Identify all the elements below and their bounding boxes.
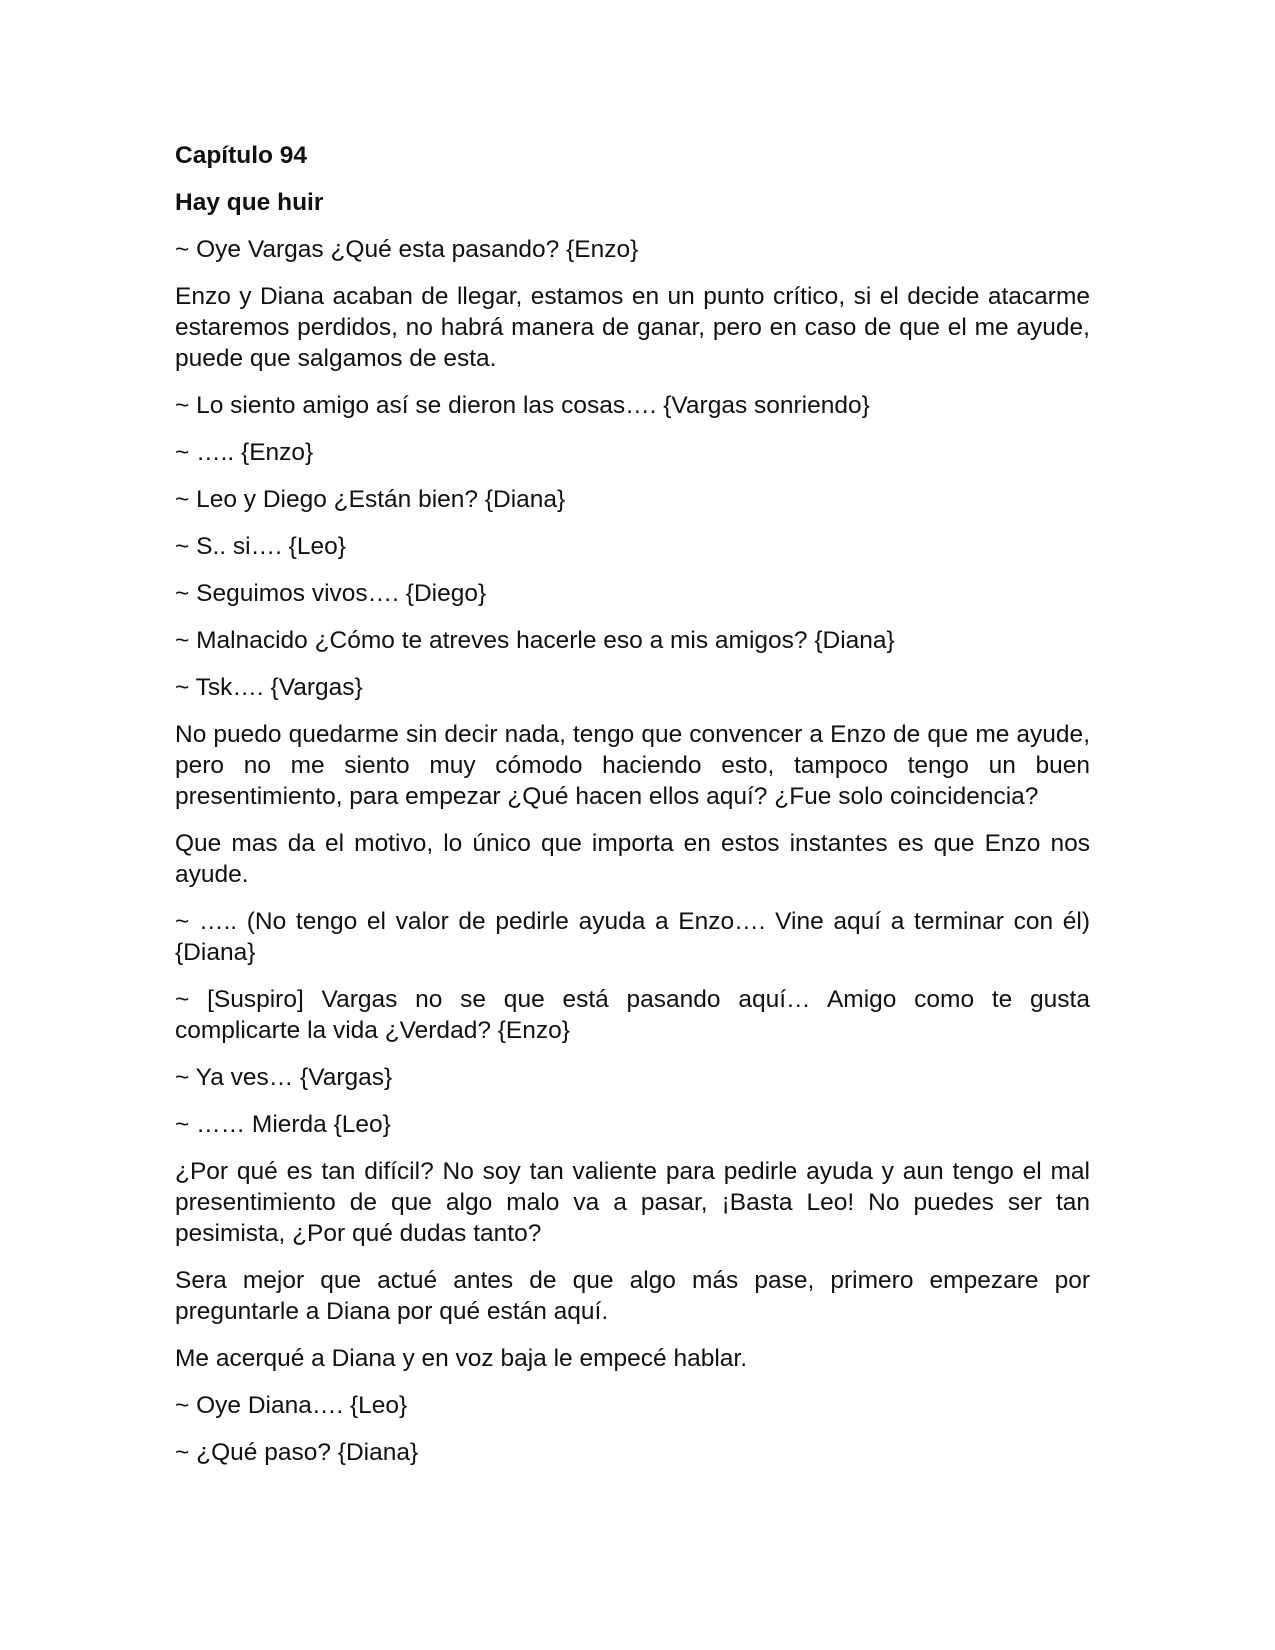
paragraph: ~ Lo siento amigo así se dieron las cosas…. {Vargas sonriendo} <box>175 392 870 419</box>
paragraph: ~ Oye Vargas ¿Qué esta pasando? {Enzo} <box>175 236 639 263</box>
paragraph: Sera mejor que actué antes de que algo más pase, primero empezare por preguntarle a Diana por qué están aquí. <box>175 1267 1090 1325</box>
paragraph: ~ Oye Diana…. {Leo} <box>175 1392 408 1419</box>
paragraph: ~ ….. {Enzo} <box>175 439 314 466</box>
paragraph: Enzo y Diana acaban de llegar, estamos en un punto crítico, si el decide atacarme estaremos perdidos, no habrá manera de ganar, pero en caso de que el me ayude, puede que salgamos de esta. <box>175 283 1090 372</box>
document-page <box>175 140 1090 1484</box>
paragraph: ~ ¿Qué paso? {Diana} <box>175 1439 419 1466</box>
chapter-number: Capítulo 94 <box>175 142 308 169</box>
paragraph: ~ Leo y Diego ¿Están bien? {Diana} <box>175 486 566 513</box>
paragraph: ~ ….. (No tengo el valor de pedirle ayuda a Enzo…. Vine aquí a terminar con él) {Diana} <box>175 908 1090 966</box>
paragraph: ~ Tsk…. {Vargas} <box>175 674 363 701</box>
paragraph: ~ [Suspiro] Vargas no se que está pasando aquí… Amigo como te gusta complicarte la vida ¿Verdad? {Enzo} <box>175 986 1090 1044</box>
paragraph: ~ …… Mierda {Leo} <box>175 1111 391 1138</box>
paragraph: ~ Malnacido ¿Cómo te atreves hacerle eso a mis amigos? {Diana} <box>175 627 895 654</box>
paragraph: ~ Seguimos vivos…. {Diego} <box>175 580 487 607</box>
paragraph: Me acerqué a Diana y en voz baja le empecé hablar. <box>175 1345 748 1372</box>
paragraph: No puedo quedarme sin decir nada, tengo que convencer a Enzo de que me ayude, pero no me siento muy cómodo haciendo esto, tampoco tengo un buen presentimiento, para empezar ¿Qué hacen ellos aquí? ¿Fue solo coincidencia? <box>175 721 1090 810</box>
paragraph: ¿Por qué es tan difícil? No soy tan valiente para pedirle ayuda y aun tengo el mal presentimiento de que algo malo va a pasar, ¡Basta Leo! No puedes ser tan pesimista, ¿Por qué dudas tanto? <box>175 1158 1090 1247</box>
paragraph: ~ Ya ves… {Vargas} <box>175 1064 393 1091</box>
paragraph: Que mas da el motivo, lo único que importa en estos instantes es que Enzo nos ayude. <box>175 830 1090 888</box>
paragraph: ~ S.. si…. {Leo} <box>175 533 346 560</box>
chapter-title: Hay que huir <box>175 189 324 216</box>
